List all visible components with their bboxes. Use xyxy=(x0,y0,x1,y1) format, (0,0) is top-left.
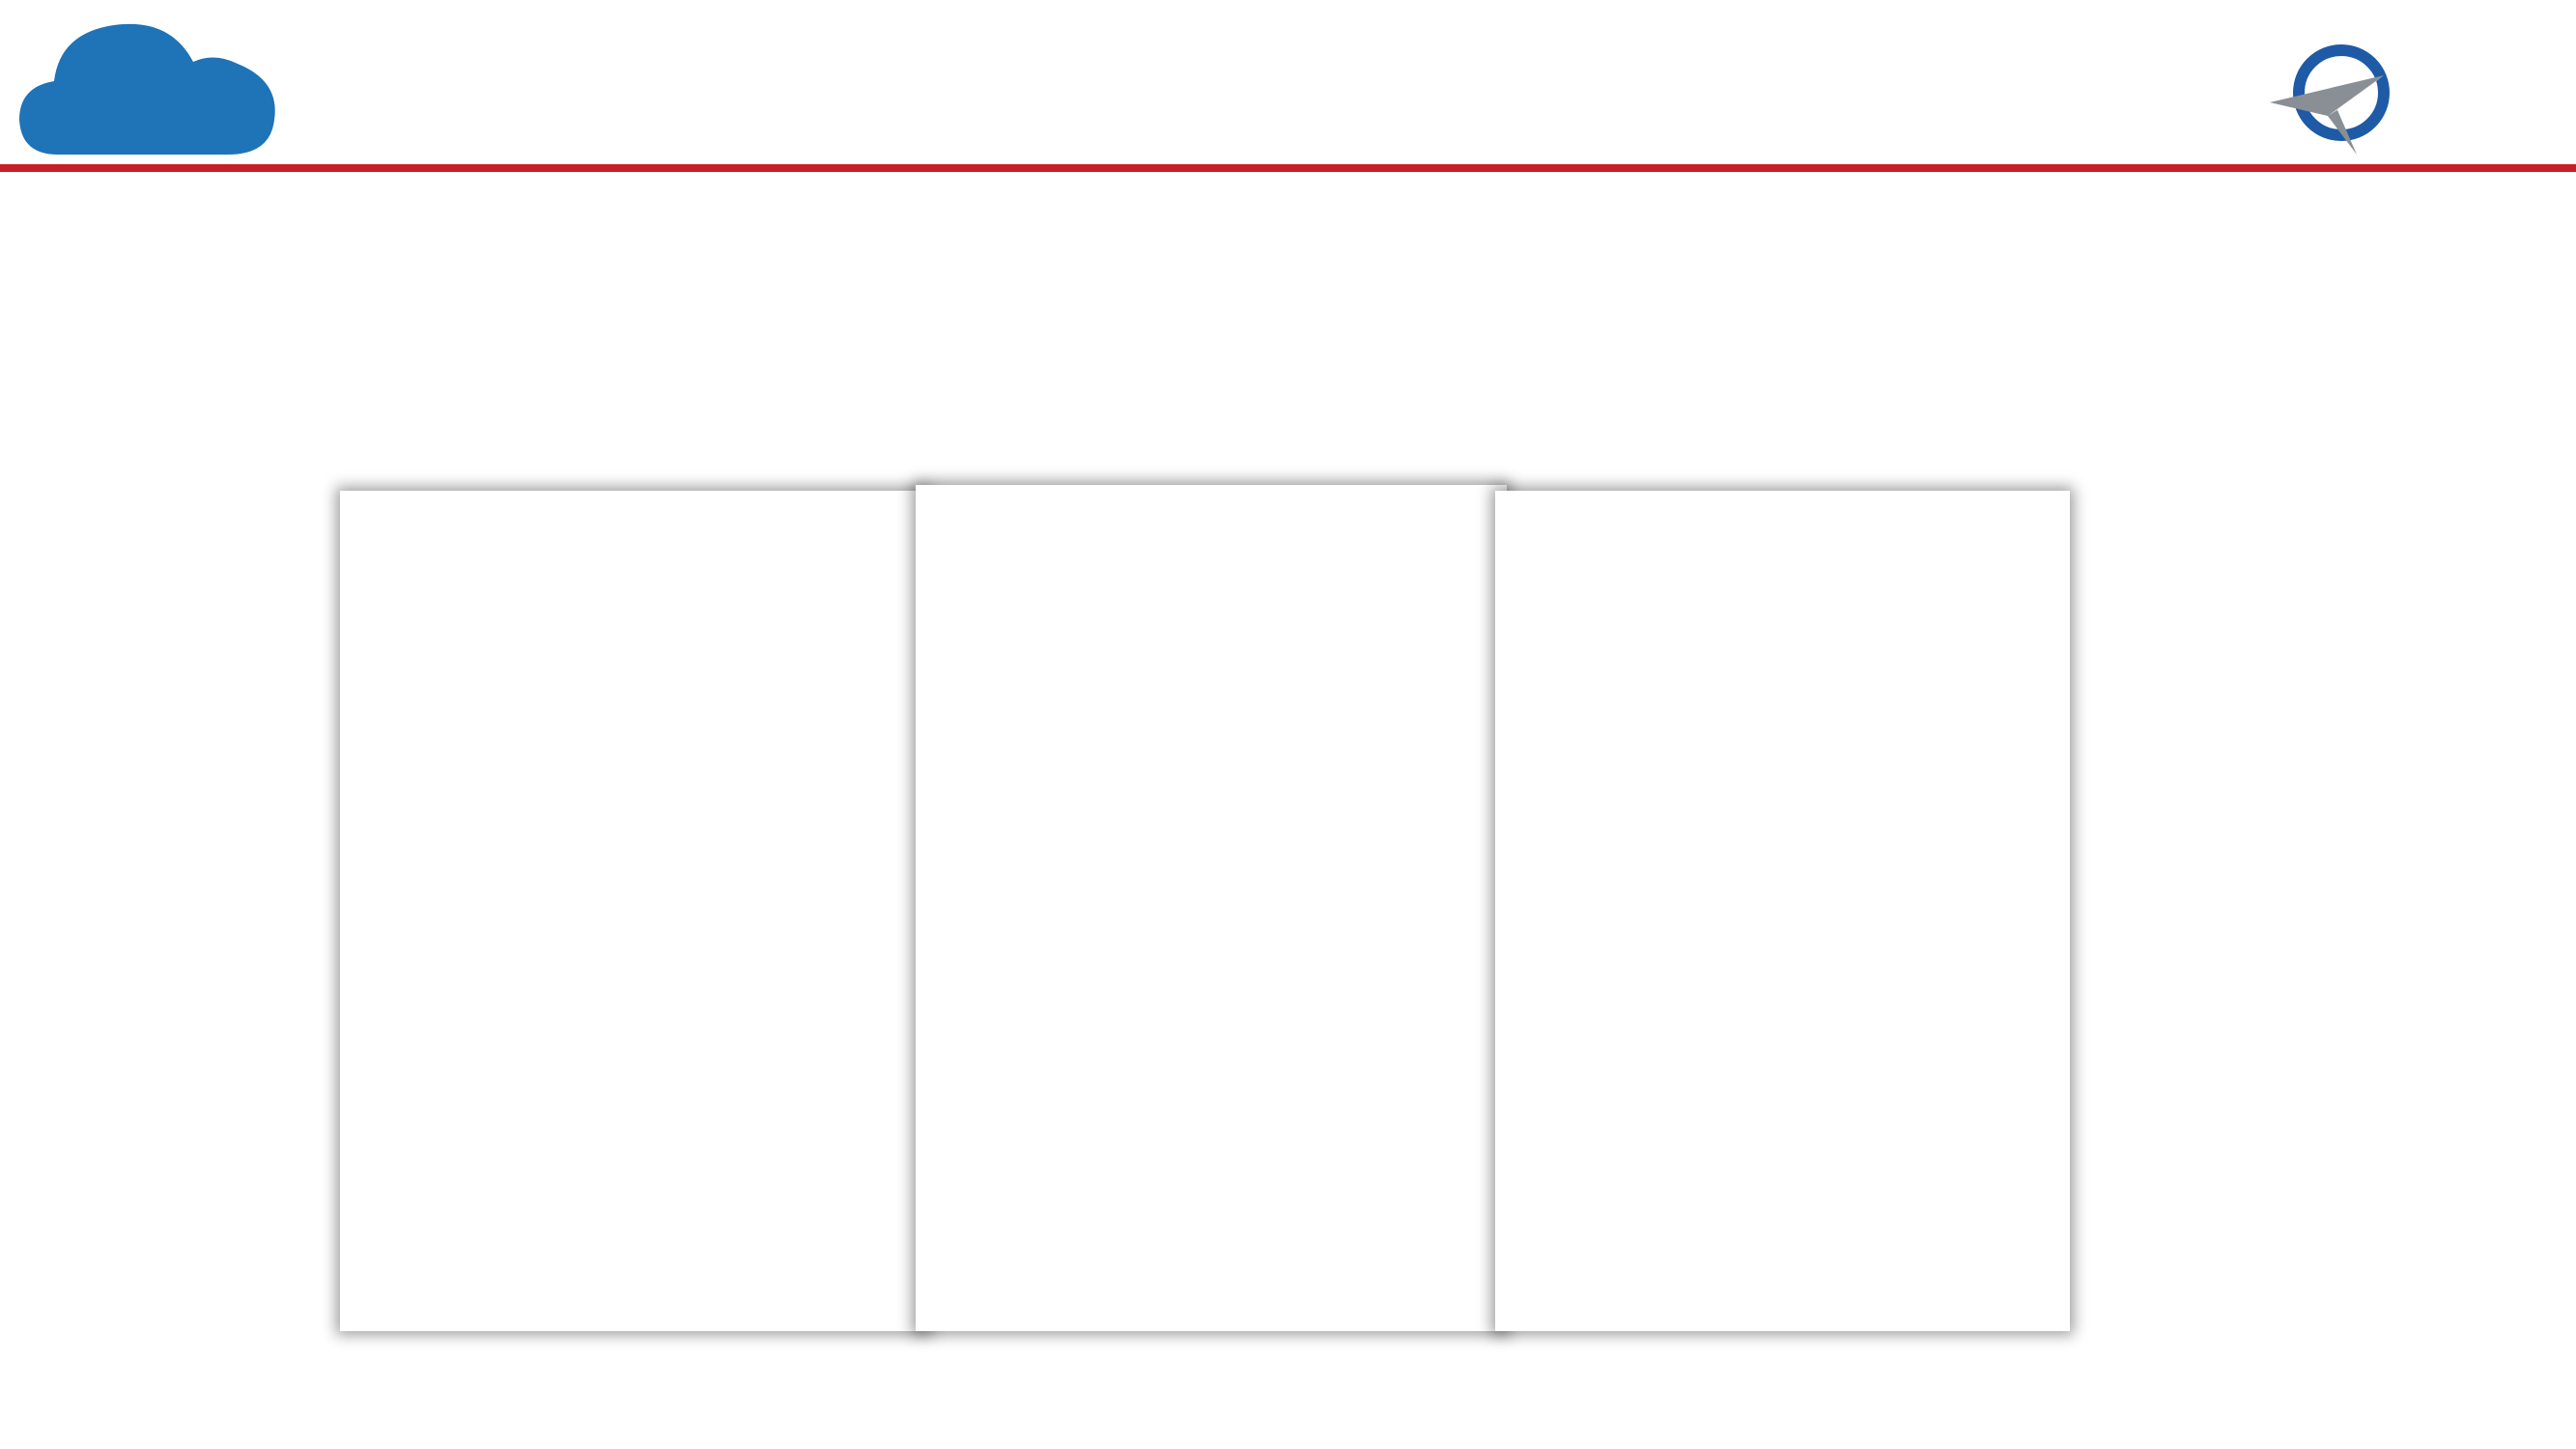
slide-header xyxy=(0,0,2576,184)
googoltech-logo-icon xyxy=(2260,39,2550,164)
document-page-3 xyxy=(1495,491,2070,1331)
document-page-2 xyxy=(916,485,1507,1331)
header-divider xyxy=(0,164,2576,172)
document-page-1 xyxy=(340,491,929,1331)
cloud-badge-icon xyxy=(0,0,290,164)
